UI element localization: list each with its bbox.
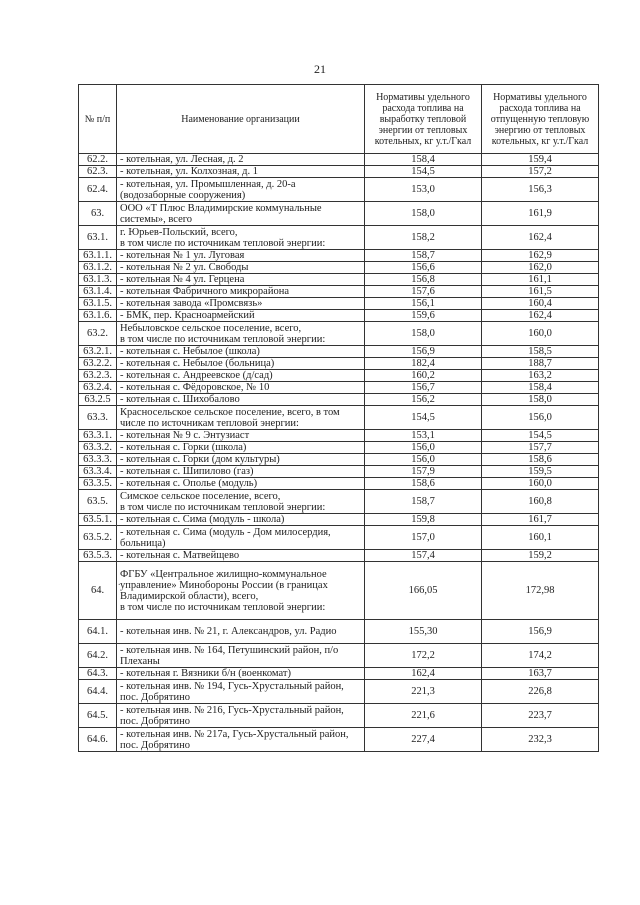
row-organization-name: - котельная № 1 ул. Луговая — [117, 250, 365, 262]
row-supplied-norm: 157,2 — [482, 166, 599, 178]
table-row — [79, 514, 599, 526]
row-number: 64.4. — [79, 680, 117, 704]
table-row — [79, 442, 599, 454]
row-production-norm: 154,5 — [365, 166, 482, 178]
row-organization-name: - котельная с. Шихобалово — [117, 394, 365, 406]
row-supplied-norm: 188,7 — [482, 358, 599, 370]
row-organization-name: - котельная с. Сима (модуль - Дом милосердия, больница) — [117, 526, 365, 550]
row-number: 64. — [79, 562, 117, 620]
row-production-norm: 221,3 — [365, 680, 482, 704]
table-row — [79, 394, 599, 406]
row-supplied-norm: 163,7 — [482, 668, 599, 680]
row-number: 63.2.2. — [79, 358, 117, 370]
row-supplied-norm: 172,98 — [482, 562, 599, 620]
row-number: 63.2.3. — [79, 370, 117, 382]
row-supplied-norm: 161,5 — [482, 286, 599, 298]
table-row — [79, 286, 599, 298]
row-supplied-norm: 174,2 — [482, 644, 599, 668]
row-supplied-norm: 158,0 — [482, 394, 599, 406]
table-row — [79, 274, 599, 286]
row-number: 63.5.2. — [79, 526, 117, 550]
row-production-norm: 158,2 — [365, 226, 482, 250]
table-row — [79, 430, 599, 442]
row-number: 63.1.1. — [79, 250, 117, 262]
row-supplied-norm: 158,5 — [482, 346, 599, 358]
table-row — [79, 322, 599, 346]
table-row — [79, 166, 599, 178]
table-row — [79, 382, 599, 394]
row-number: 63.2. — [79, 322, 117, 346]
table-row — [79, 490, 599, 514]
header-supplied-norm: Нормативы удельного расхода топлива на отпущенную тепловую энергию от тепловых котельных, кг у.т./Гкал — [482, 85, 599, 154]
row-number: 64.2. — [79, 644, 117, 668]
row-number: 63.5. — [79, 490, 117, 514]
row-organization-name: - котельная инв. № 217а, Гусь-Хрустальный район, пос. Добрятино — [117, 728, 365, 752]
row-supplied-norm: 157,7 — [482, 442, 599, 454]
row-organization-name: Симское сельское поселение, всего, в том числе по источникам тепловой энергии: — [117, 490, 365, 514]
row-organization-name: - котельная, ул. Колхозная, д. 1 — [117, 166, 365, 178]
row-production-norm: 221,6 — [365, 704, 482, 728]
row-number: 64.5. — [79, 704, 117, 728]
row-supplied-norm: 159,4 — [482, 154, 599, 166]
row-supplied-norm: 161,9 — [482, 202, 599, 226]
row-production-norm: 182,4 — [365, 358, 482, 370]
row-organization-name: - котельная завода «Промсвязь» — [117, 298, 365, 310]
table-row — [79, 550, 599, 562]
row-organization-name: - котельная № 2 ул. Свободы — [117, 262, 365, 274]
row-supplied-norm: 158,4 — [482, 382, 599, 394]
header-organization-name: Наименование организации — [117, 85, 365, 154]
row-number: 63.1.6. — [79, 310, 117, 322]
row-organization-name: - котельная с. Небылое (больница) — [117, 358, 365, 370]
table-row — [79, 406, 599, 430]
row-organization-name: - котельная с. Фёдоровское, № 10 — [117, 382, 365, 394]
table-body — [79, 154, 599, 752]
row-supplied-norm: 156,0 — [482, 406, 599, 430]
row-production-norm: 156,6 — [365, 262, 482, 274]
table-row — [79, 154, 599, 166]
row-production-norm: 162,4 — [365, 668, 482, 680]
row-supplied-norm: 223,7 — [482, 704, 599, 728]
row-number: 62.4. — [79, 178, 117, 202]
table-row — [79, 298, 599, 310]
row-production-norm: 158,4 — [365, 154, 482, 166]
row-number: 63.1.3. — [79, 274, 117, 286]
table-row — [79, 454, 599, 466]
table-row — [79, 704, 599, 728]
row-organization-name: - котельная с. Небылое (школа) — [117, 346, 365, 358]
row-organization-name: - котельная инв. № 216, Гусь-Хрустальный район, пос. Добрятино — [117, 704, 365, 728]
row-number: 63.2.4. — [79, 382, 117, 394]
row-production-norm: 157,0 — [365, 526, 482, 550]
table-row — [79, 226, 599, 250]
row-supplied-norm: 161,1 — [482, 274, 599, 286]
table-row — [79, 250, 599, 262]
row-supplied-norm: 160,1 — [482, 526, 599, 550]
row-organization-name: Небыловское сельское поселение, всего, в том числе по источникам тепловой энергии: — [117, 322, 365, 346]
page-number: 21 — [314, 62, 326, 76]
row-number: 63.1.2. — [79, 262, 117, 274]
header-number: № п/п — [79, 85, 117, 154]
row-production-norm: 153,1 — [365, 430, 482, 442]
row-organization-name: - котельная инв. № 21, г. Александров, ул. Радио — [117, 620, 365, 644]
row-supplied-norm: 160,0 — [482, 322, 599, 346]
table-row — [79, 262, 599, 274]
row-production-norm: 155,30 — [365, 620, 482, 644]
row-organization-name: - котельная инв. № 194, Гусь-Хрустальный район, пос. Добрятино — [117, 680, 365, 704]
row-supplied-norm: 226,8 — [482, 680, 599, 704]
row-organization-name: - котельная Фабричного микрорайона — [117, 286, 365, 298]
table-row — [79, 466, 599, 478]
row-number: 64.1. — [79, 620, 117, 644]
row-organization-name: - котельная с. Андреевское (д/сад) — [117, 370, 365, 382]
row-supplied-norm: 160,4 — [482, 298, 599, 310]
row-production-norm: 157,6 — [365, 286, 482, 298]
row-production-norm: 156,7 — [365, 382, 482, 394]
table-row — [79, 680, 599, 704]
row-number: 63.5.1. — [79, 514, 117, 526]
row-organization-name: - котельная № 4 ул. Герцена — [117, 274, 365, 286]
scan-mark: . — [118, 577, 121, 588]
row-number: 64.3. — [79, 668, 117, 680]
row-production-norm: 159,8 — [365, 514, 482, 526]
row-organization-name: ФГБУ «Центральное жилищно-коммунальное управление» Минобороны России (в границах Владимирской области), всего, в том числе по источникам тепловой энергии: — [117, 562, 365, 620]
row-production-norm: 172,2 — [365, 644, 482, 668]
row-number: 63.2.1. — [79, 346, 117, 358]
row-number: 63.1.4. — [79, 286, 117, 298]
table-row — [79, 358, 599, 370]
row-production-norm: 158,7 — [365, 490, 482, 514]
row-number: 63.3.2. — [79, 442, 117, 454]
header-production-norm: Нормативы удельного расхода топлива на выработку тепловой энергии от тепловых котельных, кг у.т./Гкал — [365, 85, 482, 154]
fuel-norms-table — [78, 84, 599, 752]
row-organization-name: - котельная инв. № 164, Петушинский район, п/о Плеханы — [117, 644, 365, 668]
table-row — [79, 478, 599, 490]
table-row — [79, 310, 599, 322]
table-row — [79, 620, 599, 644]
row-organization-name: - котельная с. Ополье (модуль) — [117, 478, 365, 490]
row-production-norm: 154,5 — [365, 406, 482, 430]
row-number: 63.3.5. — [79, 478, 117, 490]
row-organization-name: - котельная, ул. Лесная, д. 2 — [117, 154, 365, 166]
row-number: 63.3.1. — [79, 430, 117, 442]
row-organization-name: - котельная, ул. Промышленная, д. 20-а (водозаборные сооружения) — [117, 178, 365, 202]
row-organization-name: - котельная № 9 с. Энтузиаст — [117, 430, 365, 442]
row-organization-name: - БМК, пер. Красноармейский — [117, 310, 365, 322]
table-row — [79, 178, 599, 202]
table-row — [79, 644, 599, 668]
row-organization-name: - котельная с. Горки (школа) — [117, 442, 365, 454]
table-row — [79, 668, 599, 680]
table-row — [79, 526, 599, 550]
row-organization-name: - котельная г. Вязники б/н (военкомат) — [117, 668, 365, 680]
table-header-row — [79, 85, 599, 154]
row-supplied-norm: 162,4 — [482, 226, 599, 250]
row-supplied-norm: 159,2 — [482, 550, 599, 562]
row-production-norm: 158,0 — [365, 322, 482, 346]
row-supplied-norm: 162,4 — [482, 310, 599, 322]
row-supplied-norm: 160,8 — [482, 490, 599, 514]
row-production-norm: 156,1 — [365, 298, 482, 310]
row-production-norm: 157,9 — [365, 466, 482, 478]
row-production-norm: 227,4 — [365, 728, 482, 752]
table-row — [79, 202, 599, 226]
row-supplied-norm: 162,9 — [482, 250, 599, 262]
row-supplied-norm: 159,5 — [482, 466, 599, 478]
row-production-norm: 158,6 — [365, 478, 482, 490]
row-supplied-norm: 158,6 — [482, 454, 599, 466]
row-production-norm: 153,0 — [365, 178, 482, 202]
row-number: 63.1. — [79, 226, 117, 250]
table-row — [79, 370, 599, 382]
row-supplied-norm: 156,3 — [482, 178, 599, 202]
row-production-norm: 156,0 — [365, 442, 482, 454]
row-organization-name: - котельная с. Сима (модуль - школа) — [117, 514, 365, 526]
row-number: 62.3. — [79, 166, 117, 178]
row-production-norm: 157,4 — [365, 550, 482, 562]
table-row — [79, 728, 599, 752]
row-supplied-norm: 162,0 — [482, 262, 599, 274]
row-supplied-norm: 163,2 — [482, 370, 599, 382]
row-production-norm: 158,0 — [365, 202, 482, 226]
row-supplied-norm: 160,0 — [482, 478, 599, 490]
row-production-norm: 156,2 — [365, 394, 482, 406]
row-number: 63. — [79, 202, 117, 226]
row-production-norm: 156,0 — [365, 454, 482, 466]
row-number: 62.2. — [79, 154, 117, 166]
row-production-norm: 156,8 — [365, 274, 482, 286]
row-number: 63.3.4. — [79, 466, 117, 478]
row-number: 63.2.5 — [79, 394, 117, 406]
table-row — [79, 346, 599, 358]
row-number: 63.5.3. — [79, 550, 117, 562]
row-organization-name: - котельная с. Матвейщево — [117, 550, 365, 562]
row-production-norm: 158,7 — [365, 250, 482, 262]
row-supplied-norm: 232,3 — [482, 728, 599, 752]
row-organization-name: Красносельское сельское поселение, всего, в том числе по источникам тепловой энергии: — [117, 406, 365, 430]
row-organization-name: - котельная с. Шипилово (газ) — [117, 466, 365, 478]
row-supplied-norm: 154,5 — [482, 430, 599, 442]
row-organization-name: г. Юрьев-Польский, всего, в том числе по источникам тепловой энергии: — [117, 226, 365, 250]
row-production-norm: 166,05 — [365, 562, 482, 620]
row-number: 64.6. — [79, 728, 117, 752]
row-production-norm: 159,6 — [365, 310, 482, 322]
row-organization-name: ООО «Т Плюс Владимирские коммунальные системы», всего — [117, 202, 365, 226]
row-supplied-norm: 161,7 — [482, 514, 599, 526]
row-supplied-norm: 156,9 — [482, 620, 599, 644]
row-number: 63.1.5. — [79, 298, 117, 310]
row-production-norm: 156,9 — [365, 346, 482, 358]
row-number: 63.3.3. — [79, 454, 117, 466]
row-number: 63.3. — [79, 406, 117, 430]
table-row — [79, 562, 599, 620]
row-production-norm: 160,2 — [365, 370, 482, 382]
row-organization-name: - котельная с. Горки (дом культуры) — [117, 454, 365, 466]
